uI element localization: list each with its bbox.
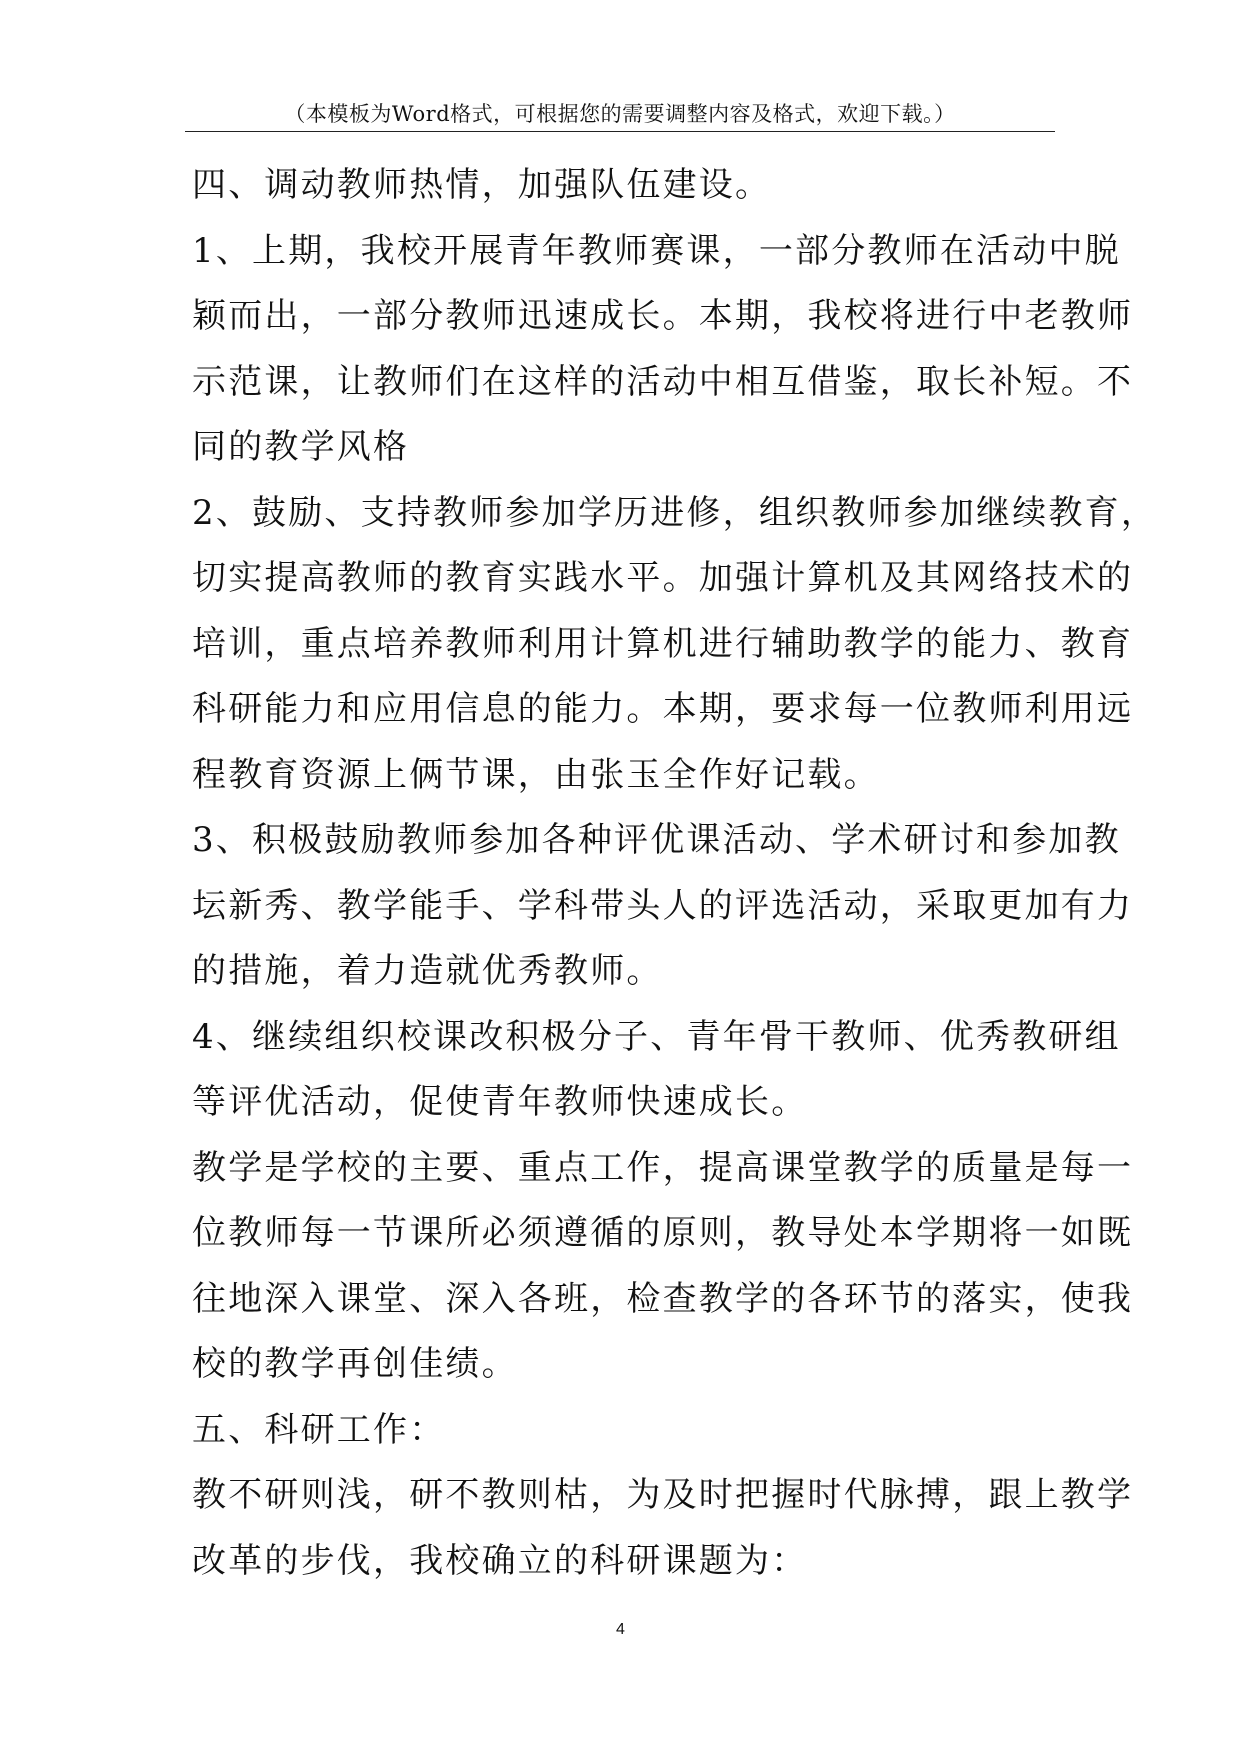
paragraph-line: 切实提高教师的教育实践水平。加强计算机及其网络技术的 xyxy=(192,558,1134,598)
document-body xyxy=(192,153,1158,1594)
paragraph-line: 2、鼓励、支持教师参加学历进修，组织教师参加继续教育， xyxy=(192,492,1158,533)
paragraph-line: 培训，重点培养教师利用计算机进行辅助教学的能力、教育 xyxy=(192,623,1134,664)
paragraph-line: 科研能力和应用信息的能力。本期，要求每一位教师利用远 xyxy=(192,689,1134,729)
page-header-note: （本模板为Word格式，可根据您的需要调整内容及格式，欢迎下载。） xyxy=(284,102,956,126)
header-divider xyxy=(185,131,1055,132)
section-heading: 五、科研工作： xyxy=(192,1409,446,1450)
paragraph-line: 位教师每一节课所必须遵循的原则，教导处本学期将一如既 xyxy=(192,1213,1134,1253)
paragraph-line: 坛新秀、教学能手、学科带头人的评选活动，采取更加有力 xyxy=(192,885,1134,926)
paragraph-line: 的措施，着力造就优秀教师。 xyxy=(192,951,663,991)
paragraph-line: 改革的步伐，我校确立的科研课题为： xyxy=(192,1540,808,1581)
paragraph-line: 1、上期，我校开展青年教师赛课，一部分教师在活动中脱 xyxy=(192,230,1121,271)
paragraph-line: 3、积极鼓励教师参加各种评优课活动、学术研讨和参加教 xyxy=(192,820,1121,860)
paragraph-line: 教学是学校的主要、重点工作，提高课堂教学的质量是每一 xyxy=(192,1147,1134,1188)
paragraph-line: 颖而出，一部分教师迅速成长。本期，我校将进行中老教师 xyxy=(192,296,1134,336)
paragraph-line: 教不研则浅，研不教则枯，为及时把握时代脉搏，跟上教学 xyxy=(192,1475,1134,1515)
paragraph-line: 往地深入课堂、深入各班，检查教学的各环节的落实，使我 xyxy=(192,1278,1134,1319)
page-number: 4 xyxy=(616,1621,625,1638)
paragraph-line: 同的教学风格 xyxy=(192,427,410,467)
paragraph-line: 程教育资源上俩节课，由张玉全作好记载。 xyxy=(192,754,880,795)
section-heading: 四、调动教师热情，加强队伍建设。 xyxy=(192,165,772,205)
paragraph-line: 校的教学再创佳绩。 xyxy=(192,1344,518,1384)
paragraph-line: 4、继续组织校课改积极分子、青年骨干教师、优秀教研组 xyxy=(192,1016,1121,1057)
paragraph-line: 示范课，让教师们在这样的活动中相互借鉴，取长补短。不 xyxy=(192,361,1134,402)
paragraph-line: 等评优活动，促使青年教师快速成长。 xyxy=(192,1082,808,1122)
